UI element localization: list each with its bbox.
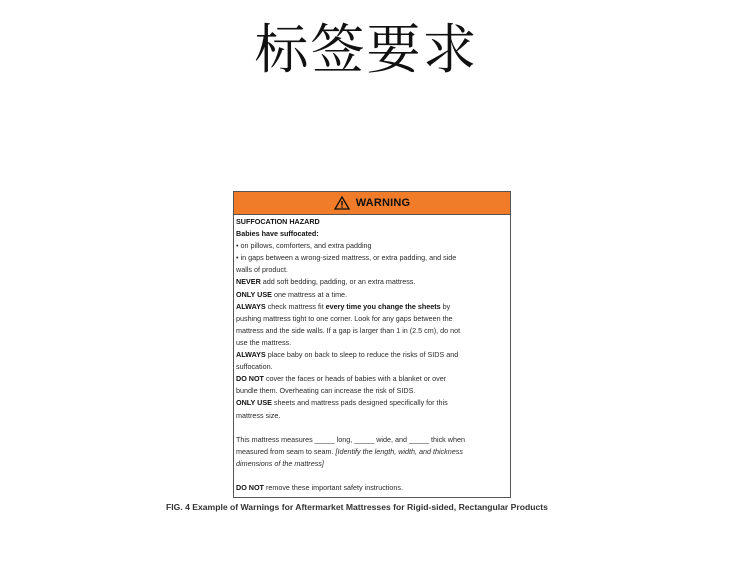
keyword: ONLY USE <box>236 398 272 408</box>
only-use-line <box>236 289 508 301</box>
keyword: NEVER <box>236 277 261 287</box>
keyword: DO NOT <box>236 482 264 492</box>
measure-line: This mattress measures _____ long, _____ wide, and _____ thick when <box>236 434 465 444</box>
line-text: add soft bedding, padding, or an extra mattress. <box>260 277 416 287</box>
line-cont: mattress and the side walls. If a gap is larger than 1 in (2.5 cm), do not <box>236 325 461 335</box>
do-not-cover-line <box>236 373 508 385</box>
do-not-remove-line <box>236 482 508 494</box>
line-text: remove these important safety instructions. <box>263 482 403 492</box>
line-text: place baby on back to sleep to reduce the risks of SIDS and <box>265 350 459 360</box>
figure-caption: FIG. 4 Example of Warnings for Aftermarket Mattresses for Rigid-sided, Rectangular Products <box>166 502 548 512</box>
line-text: measured from seam to seam. <box>236 446 336 456</box>
hazard-subheading: Babies have suffocated: <box>236 229 319 239</box>
keyword: ONLY USE <box>236 289 272 299</box>
slide-title: 标签要求 <box>254 18 479 81</box>
banner-text: WARNING <box>355 197 411 209</box>
warning-label <box>233 191 511 498</box>
hazard-heading: SUFFOCATION HAZARD <box>236 217 320 226</box>
line-text: cover the faces or heads of babies with a blanket or over <box>263 374 447 384</box>
spacer <box>236 422 508 434</box>
warning-banner <box>234 192 510 215</box>
never-line <box>236 276 508 288</box>
italic-note: [Identify the length, width, and thickness <box>335 446 463 456</box>
bullet-item: • in gaps between a wrong-sized mattress, or extra padding, and side <box>236 253 457 263</box>
measure-line: dimensions of the mattress] <box>236 458 324 468</box>
always-check-line <box>236 301 508 313</box>
line-text: by <box>440 301 451 311</box>
line-cont: use the mattress. <box>236 337 292 347</box>
warning-triangle-icon <box>334 196 350 210</box>
line-text: sheets and mattress pads designed specifically for this <box>271 398 448 408</box>
bullet-item-cont: walls of product. <box>236 265 288 275</box>
line-cont: suffocation. <box>236 362 273 372</box>
line-text: check mattress fit <box>265 301 326 311</box>
emphasis: every time you change the sheets <box>325 301 441 311</box>
keyword: DO NOT <box>236 374 264 384</box>
always-back-line <box>236 349 508 361</box>
line-cont: bundle them. Overheating can increase the risk of SIDS. <box>236 386 416 396</box>
keyword: ALWAYS <box>236 350 266 360</box>
keyword: ALWAYS <box>236 301 266 311</box>
bullet-item: • on pillows, comforters, and extra padding <box>236 241 372 251</box>
label-body <box>234 215 510 494</box>
spacer <box>236 470 508 482</box>
line-text: one mattress at a time. <box>271 289 348 299</box>
measure-line <box>236 446 508 458</box>
only-use-sheets-line <box>236 397 508 409</box>
line-cont: pushing mattress tight to one corner. Look for any gaps between the <box>236 313 453 323</box>
line-cont: mattress size. <box>236 410 281 420</box>
